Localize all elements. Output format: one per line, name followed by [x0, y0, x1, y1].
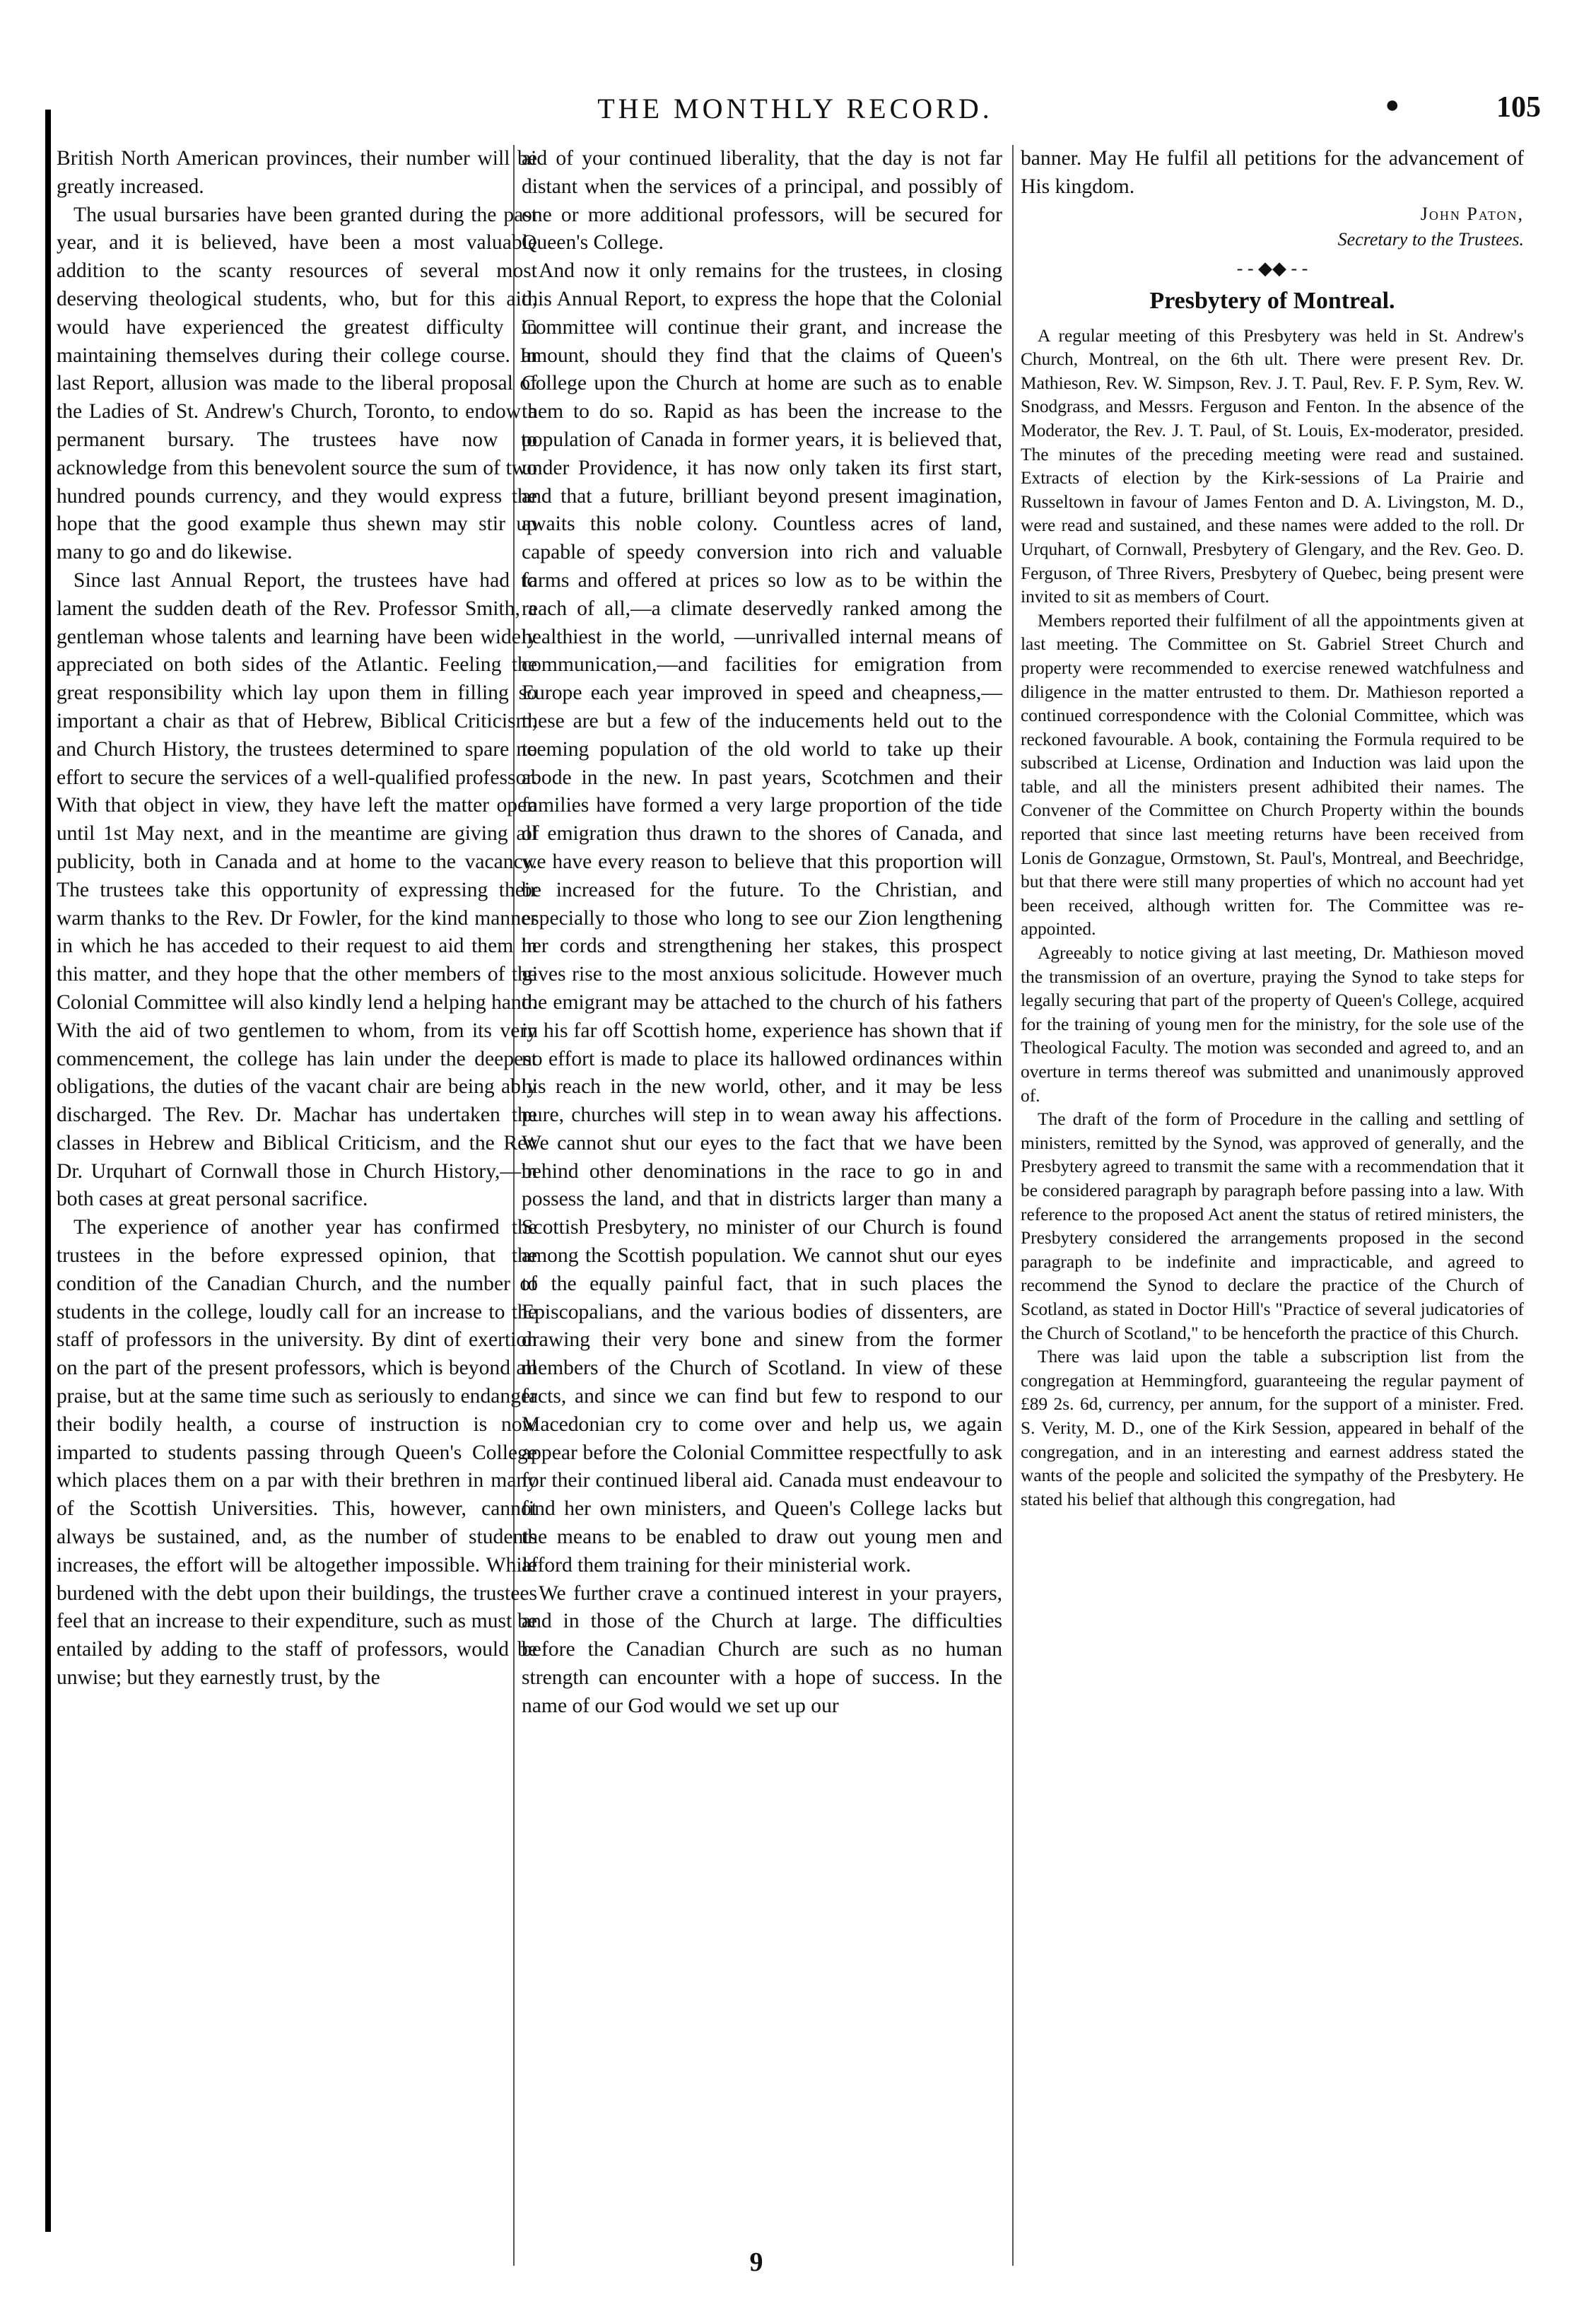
paragraph: The draft of the form of Procedure in the calling and settling of ministers, remitted by the Synod, was approved of generally, and the Presbytery agreed to transmit the same with a recommendation that it be considered paragraph by paragraph before passing into a law. With reference to the proposed Act anent the status of retired ministers, the Presbytery considered the arrangements proposed in the second paragraph to be indefinite and impracticable, and agreed to recommend the Synod to declare the practice of the Church of Scotland, as stated in Doctor Hill's "Practice of several judicatories of the Church of Scotland," to be henceforth the practice of this Church.: [1021, 1109, 1524, 1343]
signature-block: [1021, 201, 1524, 252]
running-title: THE MONTHLY RECORD.: [597, 93, 993, 124]
paragraph: The experience of another year has confirmed the trustees in the before expressed opinion, that the condition of the Canadian Church, and the number of students in the college, loudly call for an increase to the staff of professors in the university. By dint of exertion on the part of the present professors, which is beyond all praise, but at the same time such as seriously to endanger their bodily health, a course of instruction is now imparted to students passing through Queen's College which places them on a par with their brethren in many of the Scottish Universities. This, however, cannot always be sustained, and, as the number of students increases, the effort will be altogether impossible. While burdened with the debt upon their buildings, the trustees feel that an increase to their expenditure, such as must be entailed by adding to the staff of professors, would be unwise; but they earnestly trust, by the: [57, 1216, 537, 1690]
signature-title: Secretary to the Trustees.: [1337, 228, 1524, 250]
text-column-2: [522, 145, 1002, 1721]
page-header: [49, 85, 1541, 134]
left-margin-bar: [45, 110, 51, 2232]
text-column-3: [1021, 145, 1524, 1511]
paragraph: A regular meeting of this Presbytery was held in St. Andrew's Church, Montreal, on the 6th ult. There were present Rev. Dr. Mathieson, Rev. W. Simpson, Rev. J. T. Paul, Rev. F. P. Sym, Rev. W. Snodgrass, and Messrs. Ferguson and Fenton. In the absence of the Moderator, the Rev. J. T. Paul, of St. Louis, Ex-moderator, presided. The minutes of the preceding meeting were read and sustained. Extracts of election by the Kirk-sessions of La Prairie and Russeltown in favour of James Fenton and D. A. Livingston, M. D., were read and sustained, and these names were added to the roll. Dr Urquhart, of Cornwall, Presbytery of Glengary, and the Rev. Geo. D. Ferguson, of Three Rivers, Presbytery of Quebec, being present were invited to sit as members of Court.: [1021, 325, 1524, 607]
page-number: 105: [1496, 91, 1541, 124]
section-heading: Presbytery of Montreal.: [1149, 287, 1395, 314]
paragraph: And now it only remains for the trustees, in closing this Annual Report, to express the hope that the Colonial Committee will continue their grant, and increase the amount, should they find that the claims of Queen's College upon the Church at home are such as to enable them to do so. Rapid as has been the increase to the population of Canada in former years, it is believed that, under Providence, it has now only taken its first start, and that a future, brilliant beyond present imagination, awaits this noble colony. Countless acres of land, capable of speedy conversion into rich and valuable farms and offered at prices so low as to be within the reach of all,—a climate deservedly ranked among the healthiest in the world, —unrivalled internal means of communication,—and facilities for emigration from Europe each year improved in speed and cheapness,—these are but a few of the inducements held out to the teeming population of the old world to take up their abode in the new. In past years, Scotchmen and their families have formed a very large proportion of the tide of emigration thus drawn to the shores of Canada, and we have every reason to believe that this proportion will be increased for the future. To the Christian, and especially to those who long to see our Zion lengthening her cords and strengthening her stakes, this prospect gives rise to the most anxious solicitude. However much the emigrant may be attached to the church of his fathers in his far off Scottish home, experience has shown that if no effort is made to place its hallowed ordinances within his reach in the new world, other, and it may be less pure, churches will step in to wean away his affections. We cannot shut our eyes to the fact that we have been behind other denominations in the race to go in and possess the land, and that in districts larger than many a Scottish Presbytery, no minister of our Church is found among the Scottish population. We cannot shut our eyes to the equally painful fact, that in such places the Episcopalians, and the various bodies of dissenters, are drawing their very bone and sinew from the former members of the Church of Scotland. In view of these facts, and since we can find but few to respond to our Macedonian cry to come over and help us, we again appear before the Colonial Committee respectfully to ask for their continued liberal aid. Canada must endeavour to find her own ministers, and Queen's College lacks but the means to be enabled to draw out young men and afford them training for their ministerial work.: [522, 259, 1002, 1576]
paragraph: British North American provinces, their number will be greatly increased.: [57, 147, 537, 198]
paragraph: Agreeably to notice giving at last meeting, Dr. Mathieson moved the transmission of an overture, praying the Synod to take steps for legally securing that part of the property of Queen's College, acquired for the training of young men for the ministry, for the sole use of the Theological Faculty. The motion was seconded and agreed to, and an overture in terms thereof was submitted and unanimously approved of.: [1021, 943, 1524, 1106]
column-rule-2: [1012, 145, 1014, 2266]
paragraph: Since last Annual Report, the trustees have had to lament the sudden death of the Rev. Professor Smith, a gentleman whose talents and learning have been widely appreciated on both sides of the Atlantic. Feeling the great responsibility which lay upon them in filling so important a chair as that of Hebrew, Biblical Criticism, and Church History, the trustees determined to spare no effort to secure the services of a well-qualified professor. With that object in view, they have left the matter open until 1st May next, and in the meantime are giving all publicity, both in Canada and at home to the vacancy. The trustees take this opportunity of expressing their warm thanks to the Rev. Dr Fowler, for the kind manner in which he has acceded to their request to aid them in this matter, and they hope that the other members of the Colonial Committee will also kindly lend a helping hand. With the aid of two gentlemen to whom, from its very commencement, the college has lain under the deepest obligations, the duties of the vacant chair are being ably discharged. The Rev. Dr. Machar has undertaken the classes in Hebrew and Biblical Criticism, and the Rev Dr. Urquhart of Cornwall those in Church History,—in both cases at great personal sacrifice.: [57, 568, 537, 1211]
paragraph: There was laid upon the table a subscription list from the congregation at Hemmingford, guaranteeing the regular payment of £89 2s. 6d, currency, per annum, for the support of a minister. Fred. S. Verity, M. D., one of the Kirk Session, appeared in behalf of the congregation, and in an interesting and earnest address stated the wants of the people and solicited the sympathy of the Presbytery. He stated his belief that although this congregation, had: [1021, 1347, 1524, 1509]
paragraph: We further crave a continued interest in your prayers, and in those of the Church at large. The difficulties before the Canadian Church are such as no human strength can encounter with a hope of success. In the name of our God would we set up our: [522, 1581, 1002, 1717]
paragraph: aid of your continued liberality, that the day is not far distant when the services of a principal, and possibly of one or more additional professors, will be secured for Queen's College.: [522, 147, 1002, 255]
paragraph: Members reported their fulfilment of all the appointments given at last meeting. The Committee on St. Gabriel Street Church and property were recommended to exercise renewed watchfulness and diligence in the matter entrusted to them. Dr. Mathieson reported a continued correspondence with the Colonial Committee, which was reckoned favourable. A book, containing the Formula required to be subscribed at License, Ordination and Induction was laid upon the table, and all the ministers present adhibited their names. The Convener of the Committee on Church Property within the bounds reported that since last meeting returns have been received from Lonis de Gonzague, Ormstown, St. Paul's, Montreal, and Beechridge, but that there were still many properties of which no account had yet been received, although written for. The Committee was re-appointed.: [1021, 610, 1524, 940]
paragraph: The usual bursaries have been granted during the past year, and it is believed, have been a most valuable addition to the scanty resources of several most deserving theological students, who, but for this aid, would have experienced the greatest difficulty in maintaining themselves during their college course. In last Report, allusion was made to the liberal proposal of the Ladies of St. Andrew's Church, Toronto, to endow a permanent bursary. The trustees have now to acknowledge from this benevolent source the sum of two hundred pounds currency, and they would express the hope that the good example thus shewn may stir up many to go and do likewise.: [57, 203, 537, 564]
signature-name: John Paton,: [1420, 203, 1524, 224]
printer-signature-mark: 9: [749, 2247, 763, 2277]
section-divider: - - ◆◆ - -: [1236, 257, 1308, 279]
text-column-1: [57, 145, 537, 1692]
ornament-dot: ●: [1385, 92, 1400, 118]
paragraph: banner. May He fulfil all petitions for the advancement of His kingdom.: [1021, 147, 1524, 198]
